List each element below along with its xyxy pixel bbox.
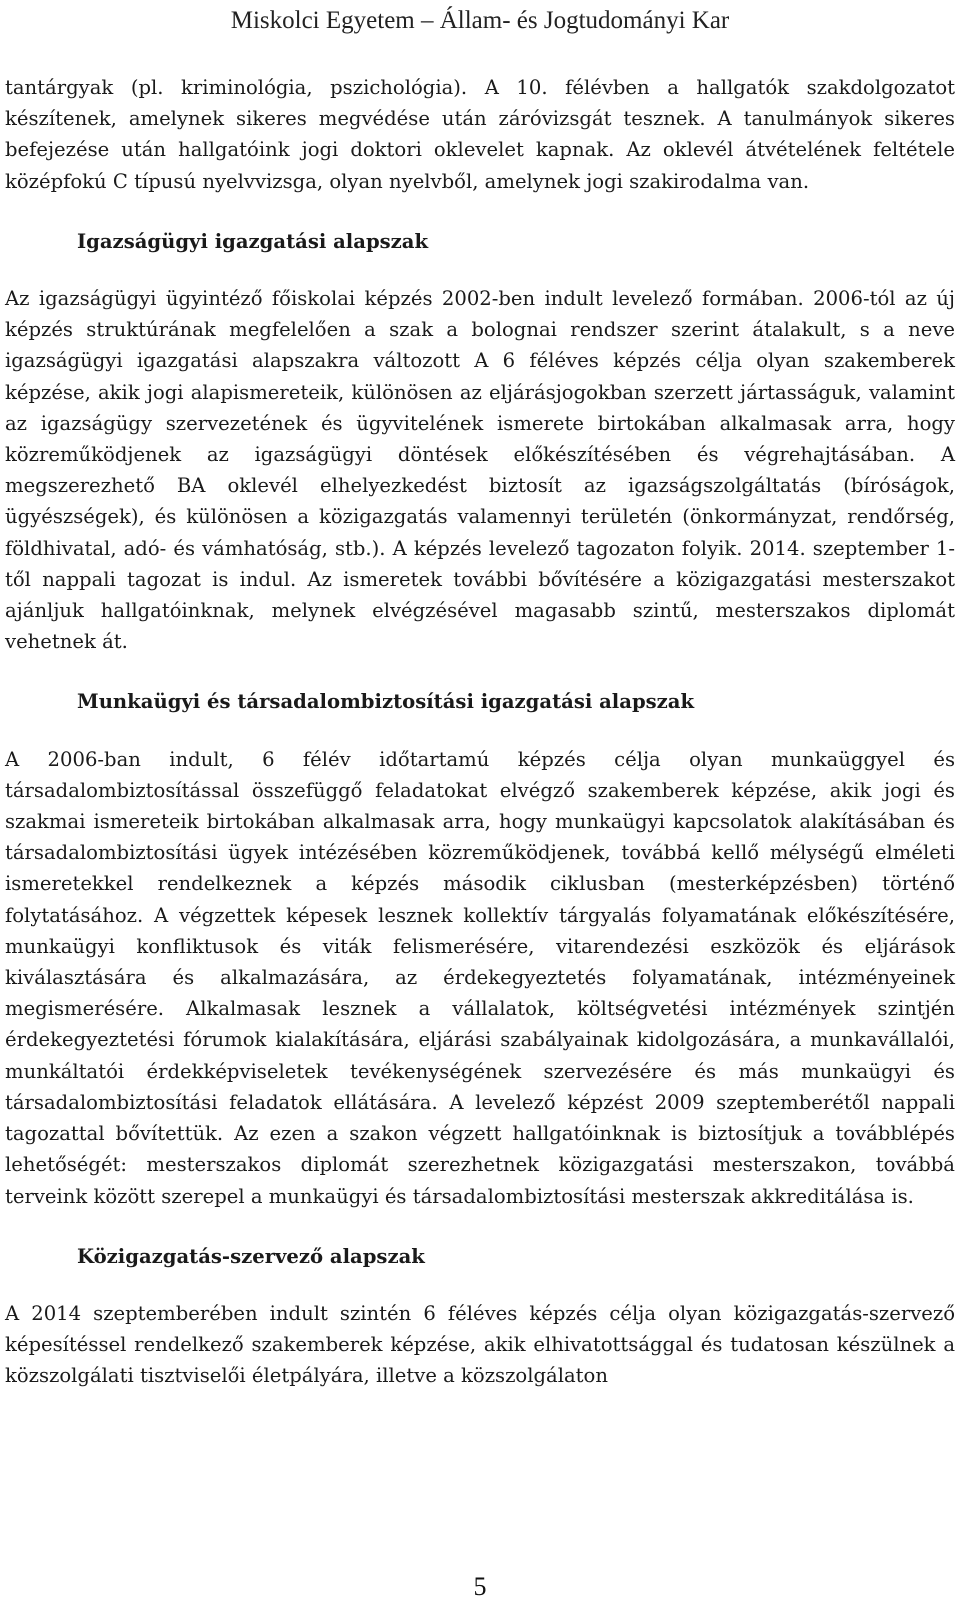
- intro-paragraph: tantárgyak (pl. kriminológia, pszichológia). A 10. félévben a hallgatók szakdolgozatot készítenek, amelynek sikeres megvédése után záróvizsgát tesznek. A tanulmányok sikeres befejezése után hallgatóink jogi doktori oklevelet kapnak. Az oklevél átvételének feltétele középfokú C típusú nyelvvizsga, olyan nyelvből, amelynek jogi szakirodalma van.: [5, 76, 955, 193]
- section-heading-igazsagugyi: Igazságügyi igazgatási alapszak: [77, 229, 429, 253]
- document-body: [5, 72, 955, 1392]
- kozigazgatas-paragraph: A 2014 szeptemberében indult szintén 6 féléves képzés célja olyan közigazgatás-szervező képesítéssel rendelkező szakemberek képzése, akik elhivatottsággal és tudatosan készülnek a közszolgálati tisztviselői életpályára, illetve a közszolgálaton: [5, 1301, 955, 1388]
- page-number: 5: [473, 1572, 487, 1601]
- section-heading-munkaugyi: Munkaügyi és társadalombiztosítási igazgatási alapszak: [77, 690, 695, 714]
- spacer: [5, 197, 955, 226]
- section-heading-kozigazgatas: Közigazgatás-szervező alapszak: [77, 1244, 425, 1268]
- spacer: [5, 1212, 955, 1241]
- munkaugyi-paragraph: A 2006-ban indult, 6 félév időtartamú képzés célja olyan munkaüggyel és társadalombiztosítással összefüggő feladatokat elvégző szakemberek képzése, akik jogi és szakmai ismereteik birtokában alkalmasak arra, hogy munkaügyi kapcsolatok alakításában és társadalombiztosítási ügyek intézésében közreműködjenek, továbbá kellő mélységű elméleti ismeretekkel rendelkeznek a képzés második ciklusban (mesterképzésben) történő folytatásához. A végzettek képesek lesznek kollektív tárgyalás folyamatának előkészítésére, munkaügyi konfliktusok és viták felismerésére, vitarendezési eszközök és eljárások kiválasztására és alkalmazására, az érdekegyeztetés folyamatának, intézményeinek megismerésére. Alkalmasak lesznek a vállalatok, költségvetési intézmények szintjén érdekegyeztetési fórumok kialakítására, eljárási szabályainak kidolgozására, a munkavállalói, munkáltatói érdekképviseletek tevékenységének szervezésére és más munkaügyi és társadalombiztosítási feladatok ellátására. A levelező képzést 2009 szeptemberétől nappali tagozattal bővítettük. Az ezen a szakon végzett hallgatóinknak is biztosítjuk a továbblépés lehetőségét: mesterszakos diplomát szerezhetnek közigazgatási mesterszakon, továbbá terveink között szerepel a munkaügyi és társadalombiztosítási mesterszak akkreditálása is.: [5, 747, 955, 1208]
- igazsagugyi-paragraph: Az igazságügyi ügyintéző főiskolai képzés 2002-ben indult levelező formában. 2006-tól az új képzés struktúrának megfelelően a szak a bolognai rendszer szerint átalakult, s a neve igazságügyi igazgatási alapszakra változott A 6 féléves képzés célja olyan szakemberek képzése, akik jogi alapismereteik, különösen az eljárásjogokban szerzett jártasságuk, valamint az igazságügy szervezetének és ügyvitelének ismerete birtokában alkalmasak arra, hogy közreműködjenek az igazságügyi döntések előkészítésében és végrehajtásában. A megszerezhető BA oklevél elhelyezkedést biztosít az igazságszolgáltatás (bíróságok, ügyészségek), és különösen a közigazgatás valamennyi területén (önkormányzat, rendőrség, földhivatal, adó- és vámhatóság, stb.). A képzés levelező tagozaton folyik. 2014. szeptember 1-től nappali tagozat is indul. Az ismeretek további bővítésére a közigazgatási mesterszakot ajánljuk hallgatóinknak, melynek elvégzésével magasabb szintű, mesterszakos diplomát vehetnek át.: [5, 287, 955, 654]
- spacer: [5, 1272, 955, 1298]
- spacer: [5, 718, 955, 744]
- spacer: [5, 257, 955, 283]
- spacer: [5, 657, 955, 686]
- running-header: Miskolci Egyetem – Állam- és Jogtudományi Kar: [230, 7, 730, 34]
